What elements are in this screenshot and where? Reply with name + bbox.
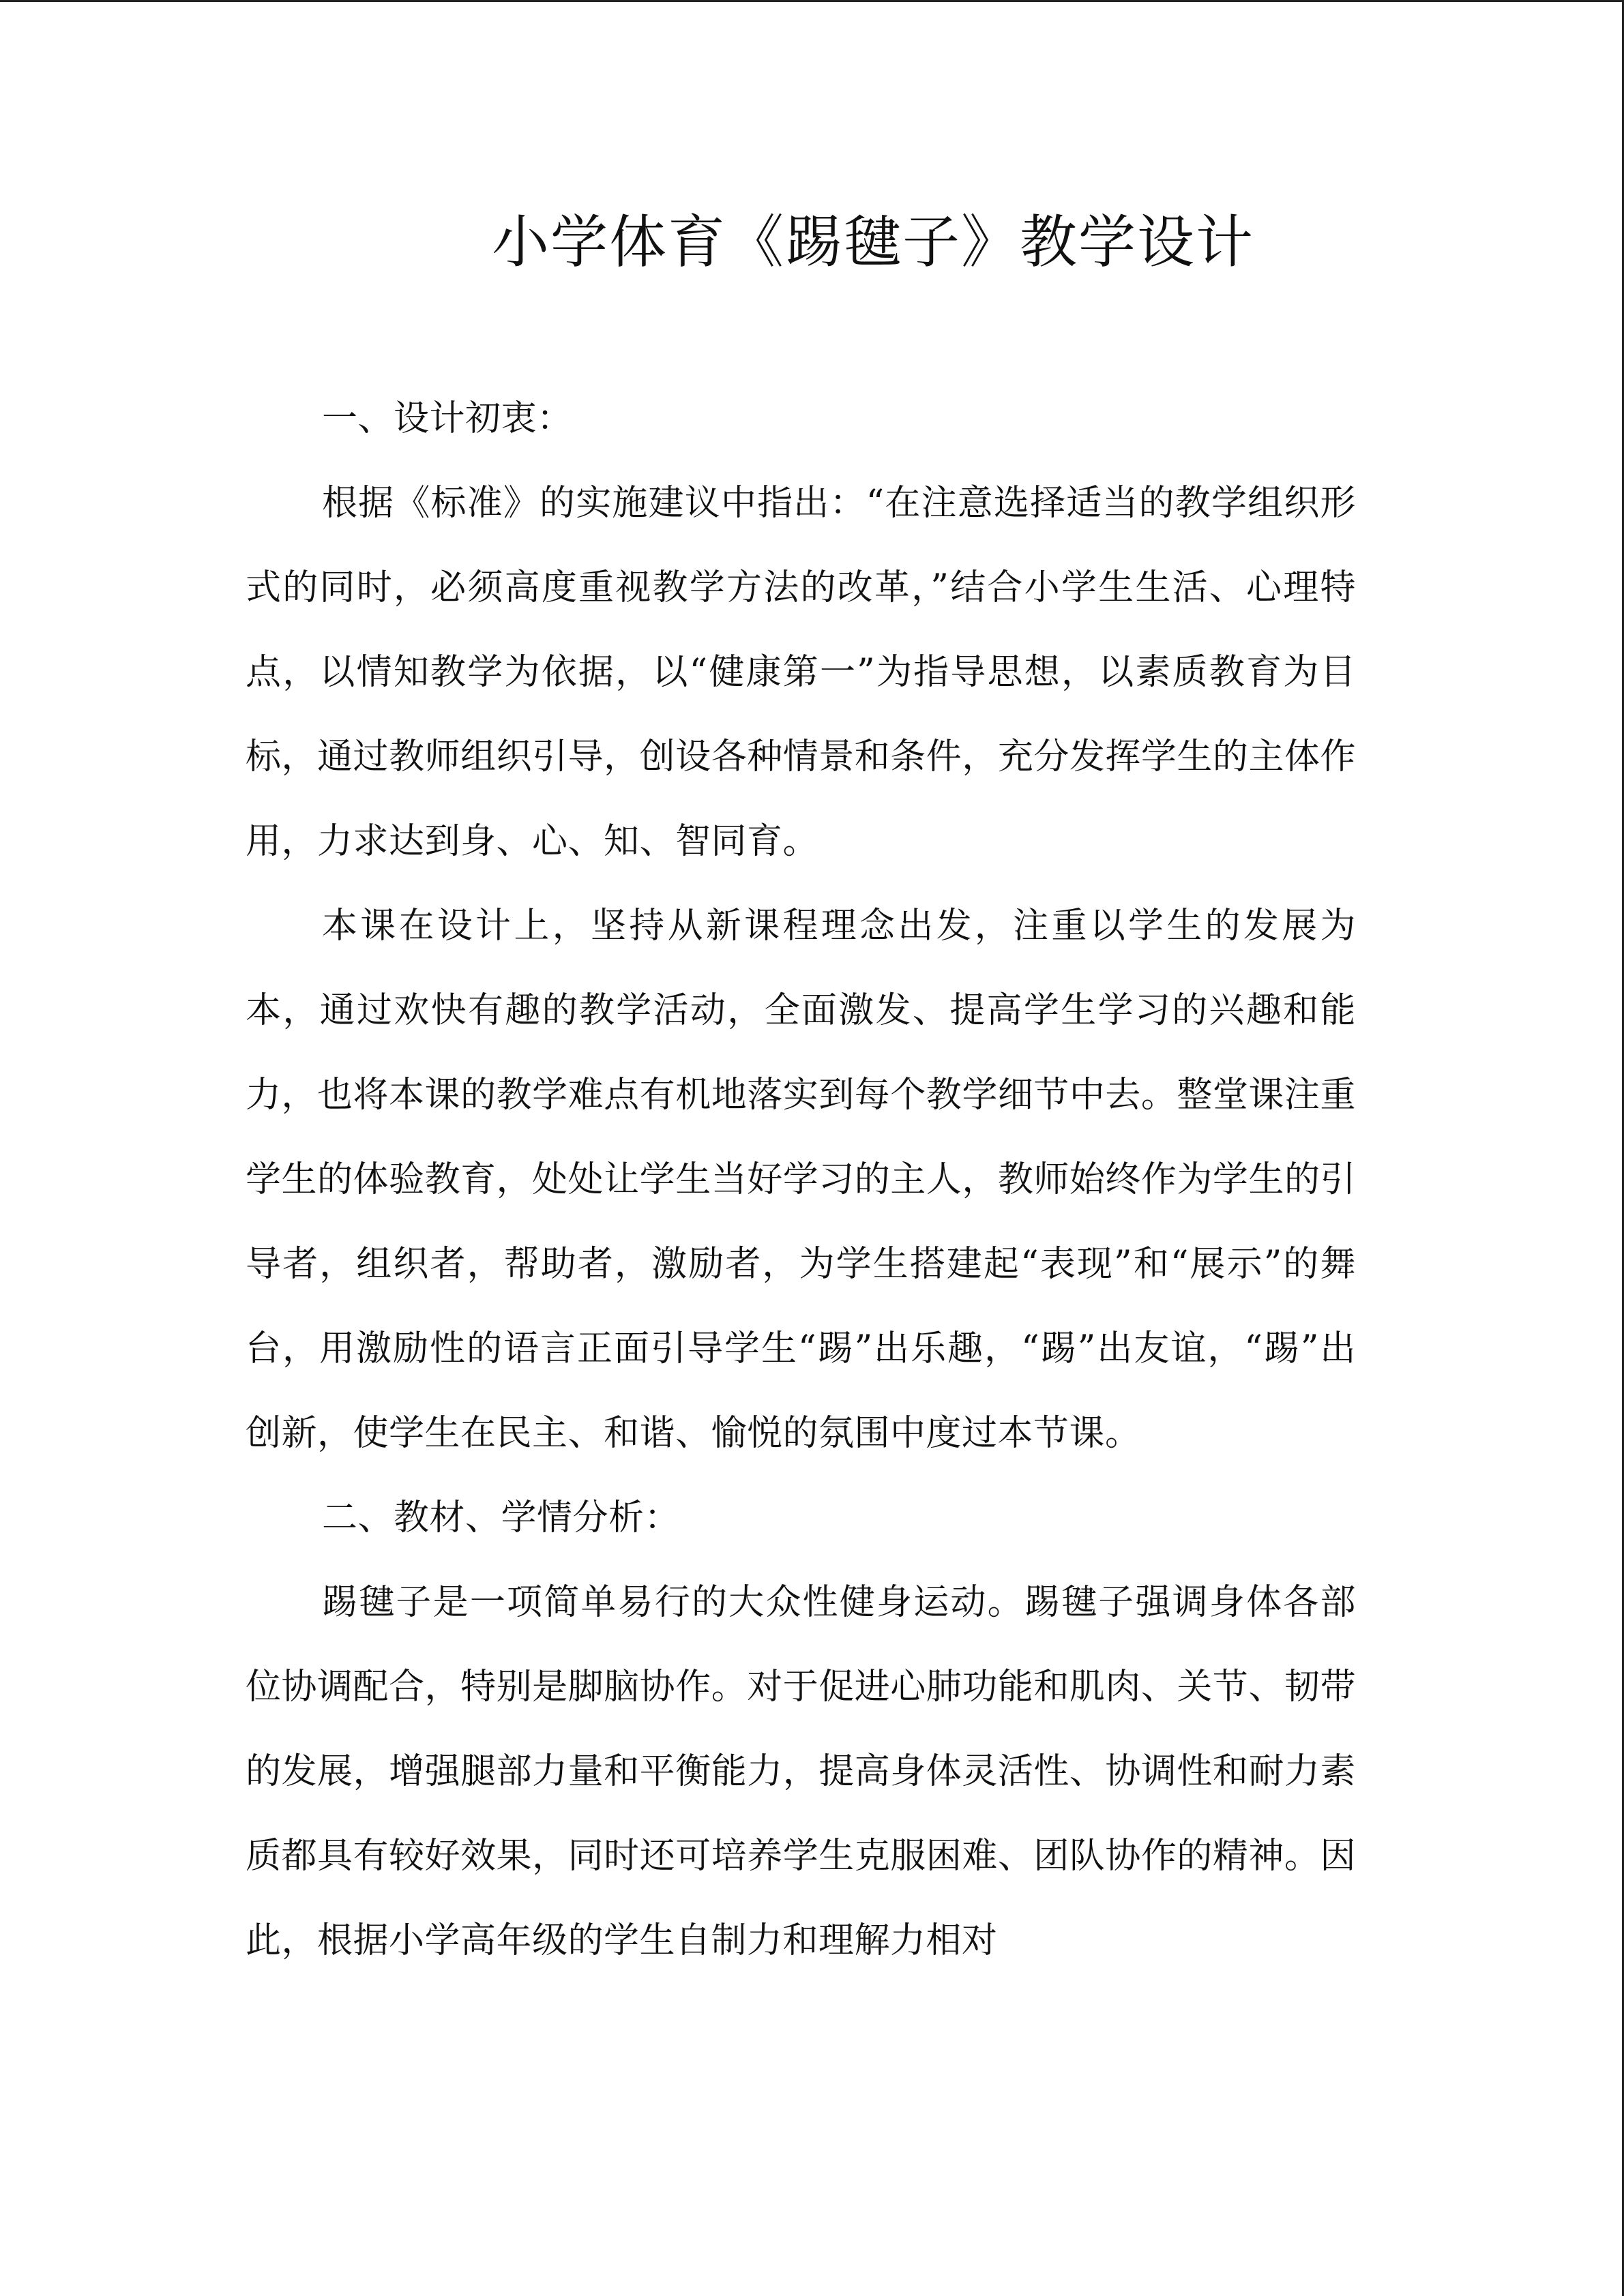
section-heading-material-analysis: 二、教材、学情分析： (322, 1497, 681, 1538)
document-body (246, 376, 1356, 1983)
page-edge-top (0, 0, 1624, 2)
paragraph-shuttlecock-intro: 踢毽子是一项简单易行的大众性健身运动。踢毽子强调身体各部位协调配合，特别是脚脑协作。对于促进心肺功能和肌肉、关节、韧带的发展，增强腿部力量和平衡能力，提高身体灵活性、协调性和耐力素质都具有较好效果，同时还可培养学生克服困难、团队协作的精神。因此，根据小学高年级的学生自制力和理解力相对 (246, 1582, 1356, 1961)
document-title: 小学体育《踢毽子》教学设计 (491, 209, 1254, 275)
paragraph-course-design: 本课在设计上，坚持从新课程理念出发，注重以学生的发展为本，通过欢快有趣的教学活动，全面激发、提高学生学习的兴趣和能力，也将本课的教学难点有机地落实到每个教学细节中去。整堂课注重学生的体验教育，处处让学生当好学习的主人，教师始终作为学生的引导者，组织者，帮助者，激励者，为学生搭建起“表现”和“展示”的舞台，用激励性的语言正面引导学生“踢”出乐趣，“踢”出友谊，“踢”出创新，使学生在民主、和谐、愉悦的氛围中度过本节课。 (246, 906, 1356, 1454)
paragraph-standard-guidance: 根据《标准》的实施建议中指出：“在注意选择适当的教学组织形式的同时，必须高度重视教学方法的改革，”结合小学生生活、心理特点，以情知教学为依据，以“健康第一”为指导思想，以素质教育为目标，通过教师组织引导，创设各种情景和条件，充分发挥学生的主体作用，力求达到身、心、知、智同育。 (246, 483, 1356, 862)
section-heading-design-intent: 一、设计初衷： (322, 398, 573, 439)
